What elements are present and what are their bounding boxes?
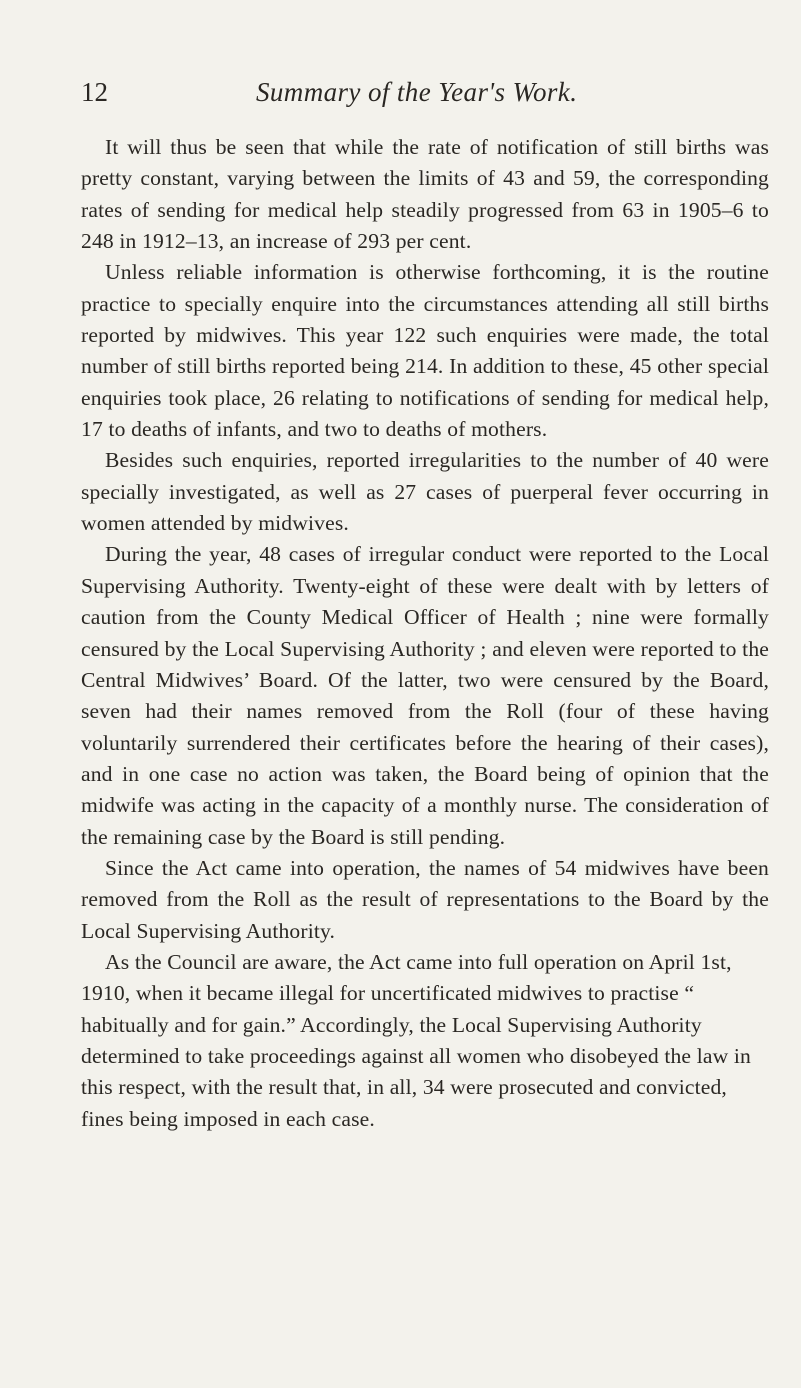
paragraph-irregularities: Besides such enquiries, reported irregularities to the number of 40 were specially investigated, as well as 27 cases of puerperal fever occurring in women attended by midwives. [81,448,769,536]
paragraph-prosecutions: As the Council are aware, the Act came into full operation on April 1st, 1910, when it became illegal for uncertificated midwives to practise “ habitually and for gain.” Accordingly, the Local Supervising Authority determined to take proceedings against all women who disobeyed the law in this respect, with the result that, in all, 34 were prosecuted and convicted, fines being imposed in each case. [81,949,751,1131]
page-number: 12 [81,77,108,107]
running-title: Summary of the Year's Work. [256,77,578,107]
paragraph-irregular-conduct: During the year, 48 cases of irregular conduct were reported to the Local Supervising Authority. Twenty-eight of these were dealt with by letters of caution from the County Medical Officer of Health ; nine were formally censured by the Local Supervising Authority ; and eleven were reported to the Central Midwives’ Board. Of the latter, two were censured by the Board, seven had their names removed from the Roll (four of these having voluntarily surrendered their certificates before the hearing of their cases), and in one case no action was taken, the Board being of opinion that the midwife was acting in the capacity of a monthly nurse. The consideration of the remaining case by the Board is still pending. [81,542,769,849]
running-head [81,74,771,110]
paragraph-names-removed: Since the Act came into operation, the names of 54 midwives have been removed from the Roll as the result of representations to the Board by the Local Supervising Authority. [81,855,769,943]
paragraph-still-birth-enquiries: Unless reliable information is otherwise forthcoming, it is the routine practice to specially enquire into the circumstances attending all still births reported by midwives. This year 122 such enquiries were made, the total number of still births reported being 214. In addition to these, 45 other special enquiries took place, 26 relating to notifications of sending for medical help, 17 to deaths of infants, and two to deaths of mothers. [81,260,769,442]
paragraph-notification-rates: It will thus be seen that while the rate of notification of still births was pretty constant, varying between the limits of 43 and 59, the corresponding rates of sending for medical help steadily progressed from 63 in 1905–6 to 248 in 1912–13, an increase of 293 per cent. [81,135,769,254]
body-text [81,132,769,1135]
